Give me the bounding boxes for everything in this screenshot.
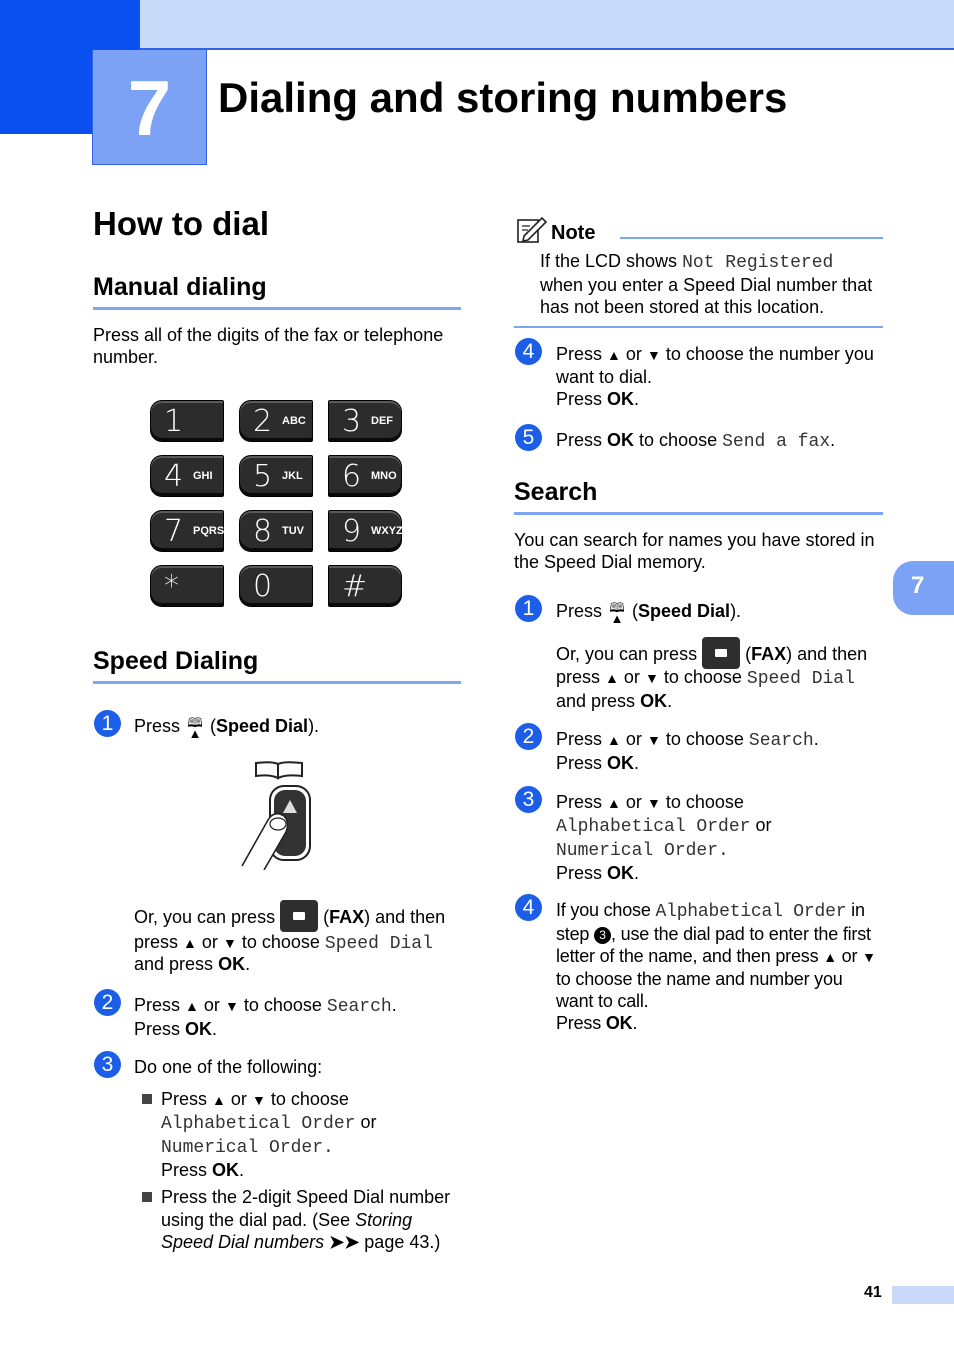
bullet-speed-dial-number: Press the 2-digit Speed Dial number [142, 1186, 450, 1208]
dial-key-digit: 1 [164, 404, 184, 439]
search-step-4-text: If you chose Alphabetical Order in step 3 , use the dial pad to enter the first letter of the name, and then press ▲ or ▼ to choose the name and number you want to call. Press OK. [556, 900, 876, 1033]
how-to-dial-heading: How to dial [93, 205, 269, 242]
dial-key-2[interactable] [239, 400, 313, 442]
chapter-side-tab: 7 [893, 561, 954, 615]
dial-key-9[interactable] [328, 510, 402, 552]
up-arrow-icon: ▲ [607, 795, 621, 811]
search-heading: Search [514, 478, 598, 506]
dial-key-hash[interactable] [328, 565, 402, 607]
search-text: You can search for names you have stored in the Speed Dial memory. [514, 530, 875, 572]
dial-key-letters: MNO [371, 470, 397, 482]
step-1-label: Speed Dial [216, 716, 309, 736]
down-arrow-icon: ▼ [644, 670, 659, 686]
dial-key-digit: 6 [342, 459, 362, 494]
page-number: 41 [864, 1284, 882, 1301]
search-step-number-3: 3 [515, 786, 542, 813]
up-arrow-icon: ▲ [607, 732, 621, 748]
dial-key-digit: 9 [342, 514, 362, 549]
dial-key-digit: 8 [253, 514, 273, 549]
dial-key-letters: ABC [282, 415, 306, 427]
bullet-speed-dial-lines: using the dial pad. (See Storing Speed Dial numbers ➤➤ page 43.) [161, 1210, 441, 1252]
dial-key-digit: 4 [164, 459, 184, 494]
dial-key-3[interactable] [328, 400, 402, 442]
bullet-alphabetical: Press ▲ or ▼ to choose [142, 1088, 349, 1111]
step-3-text: Do one of the following: [134, 1057, 323, 1077]
up-arrow-icon: ▲ [607, 347, 621, 363]
speed-dialing-heading: Speed Dialing [93, 647, 259, 675]
search-step-2-text: Press ▲ or ▼ to choose Search. Press OK. [556, 729, 819, 773]
dial-key-letters: DEF [371, 415, 393, 427]
dial-key-0[interactable] [239, 565, 313, 607]
up-arrow-icon: ▲ [212, 1092, 226, 1108]
dial-key-digit: * [164, 569, 179, 604]
dial-key-4[interactable] [150, 455, 224, 497]
dial-key-8[interactable] [239, 510, 313, 552]
down-arrow-icon: ▼ [646, 732, 661, 748]
down-arrow-icon: ▼ [862, 949, 876, 965]
dial-key-letters: JKL [282, 470, 303, 482]
note-top-rule [620, 237, 883, 239]
down-arrow-icon: ▼ [222, 935, 237, 951]
up-arrow-icon: ▲ [185, 998, 199, 1014]
step-number-1: 1 [94, 710, 121, 737]
step-1-press: Press [134, 716, 181, 736]
speed-dial-key-illustration [240, 758, 320, 870]
note-pencil-icon [516, 214, 548, 244]
book-icon [256, 762, 302, 778]
bullet-square [142, 1192, 152, 1202]
speed-dial-icon: 🕮 ▲ [609, 600, 625, 626]
or-fax-line2: press ▲ or ▼ to choose Speed Dial [134, 932, 433, 954]
dial-key-letters: TUV [282, 525, 304, 537]
bullet-square [142, 1094, 152, 1104]
or-fax-text: Or, you can press (FAX) and then [134, 900, 445, 932]
search-step-number-4: 4 [515, 894, 542, 921]
chapter-number: 7 [92, 50, 207, 165]
search-step-number-2: 2 [515, 723, 542, 750]
header-band [140, 0, 954, 50]
dial-key-letters: WXYZ [371, 525, 403, 537]
dial-key-digit: 3 [342, 404, 362, 439]
speed-dialing-rule [93, 681, 461, 684]
bullet-alphabetical-lines: Alphabetical Order or Numerical Order. Press OK. [161, 1112, 377, 1180]
fax-key-icon [280, 900, 318, 932]
note-title: Note [551, 222, 596, 244]
note-body: If the LCD shows Not Registered when you enter a Speed Dial number that has not been stored at this location. [540, 251, 873, 317]
manual-dialing-rule [93, 307, 461, 310]
dial-pad [150, 400, 403, 608]
step-2-text: Press ▲ or ▼ to choose Search. Press OK. [134, 995, 397, 1039]
step-number-5: 5 [515, 424, 542, 451]
dial-key-7[interactable] [150, 510, 224, 552]
up-arrow-icon: ▲ [183, 935, 197, 951]
dial-key-6[interactable] [328, 455, 402, 497]
dial-key-5[interactable] [239, 455, 313, 497]
step-number-2: 2 [94, 989, 121, 1016]
dial-key-digit: 5 [253, 459, 273, 494]
dial-key-digit: 2 [253, 404, 273, 439]
step-number-3: 3 [94, 1051, 121, 1078]
down-arrow-icon: ▼ [646, 795, 661, 811]
search-step-number-1: 1 [515, 595, 542, 622]
cross-ref-arrows: ➤➤ [329, 1232, 360, 1252]
step-4-text: Press ▲ or ▼ to choose the number you want to dial. Press OK. [556, 344, 874, 409]
or-fax-line3: and press OK. [134, 954, 251, 974]
dial-key-digit: 7 [164, 514, 184, 549]
step-5-text: Press OK to choose Send a fax. [556, 430, 836, 452]
note-bottom-rule [514, 326, 883, 328]
search-step-1-text: Press 🕮 ▲ (Speed Dial). [556, 600, 742, 626]
dial-key-1[interactable] [150, 400, 224, 442]
search-rule [514, 512, 883, 515]
search-step-3-text: Press ▲ or ▼ to choose Alphabetical Order or Numerical Order. Press OK. [556, 792, 772, 883]
up-arrow-icon: ▲ [605, 670, 619, 686]
dial-key-letters: PQRS [193, 525, 225, 537]
down-arrow-icon: ▼ [251, 1092, 266, 1108]
speed-dial-icon: 🕮 ▲ [187, 715, 203, 741]
down-arrow-icon: ▼ [646, 347, 661, 363]
manual-dialing-text: Press all of the digits of the fax or telephone number. [93, 325, 444, 367]
down-arrow-icon: ▼ [224, 998, 239, 1014]
search-or-fax-lines: press ▲ or ▼ to choose Speed Dial and press OK. [556, 667, 855, 711]
dial-key-digit: # [342, 569, 368, 604]
up-arrow-icon: ▲ [823, 949, 837, 965]
search-or-fax-text: Or, you can press (FAX) and then [556, 637, 867, 669]
step-reference-badge: 3 [594, 927, 611, 944]
dial-key-letters: GHI [193, 470, 213, 482]
chapter-title: Dialing and storing numbers [218, 74, 788, 121]
dial-key-star[interactable] [150, 565, 224, 607]
dial-key-digit: 0 [253, 569, 273, 604]
step-1-text: Press 🕮 ▲ (Speed Dial). [134, 715, 320, 741]
fax-key-icon [702, 637, 740, 669]
manual-dialing-heading: Manual dialing [93, 273, 267, 301]
step-number-4: 4 [515, 338, 542, 365]
page-number-bar [892, 1286, 954, 1304]
